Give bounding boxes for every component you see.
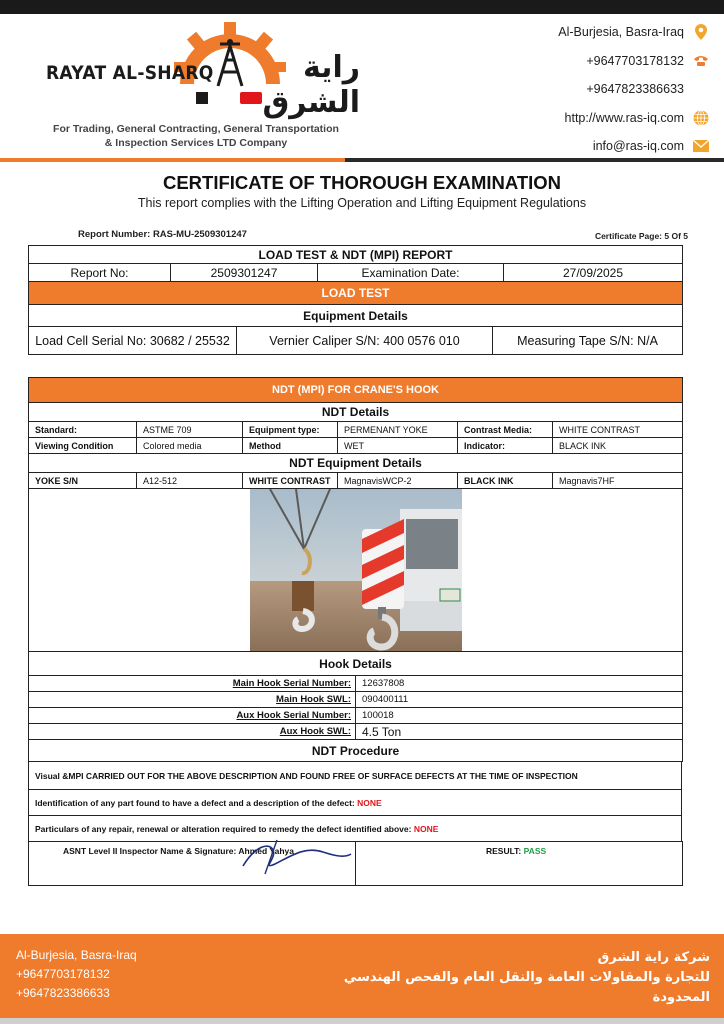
load-cell-serial: Load Cell Serial No: 30682 / 25532 [29, 327, 237, 355]
repair-particulars [29, 816, 682, 842]
inspector-signature-cell [29, 842, 356, 886]
contact-website[interactable] [558, 104, 710, 133]
contact-phone-1[interactable] [558, 47, 710, 76]
top-bar [0, 0, 724, 14]
ndt-procedure-title: NDT Procedure [29, 740, 683, 762]
result-label: RESULT: [486, 846, 522, 856]
ndt-details-title: NDT Details [29, 403, 683, 422]
email-link[interactable]: info@ras-iq.com [592, 139, 684, 154]
website-link[interactable]: http://www.ras-iq.com [564, 110, 684, 125]
standard-value: ASTME 709 [137, 422, 243, 438]
crane-hook-photo [250, 489, 462, 651]
yoke-sn-label: YOKE S/N [29, 473, 137, 489]
aux-hook-swl-label: Aux Hook SWL: [29, 724, 356, 740]
contact-email[interactable] [558, 132, 710, 161]
contrast-media-label: Contrast Media: [458, 422, 553, 438]
standard-label: Standard: [29, 422, 137, 438]
report-no-label: Report No: [29, 264, 171, 282]
signature-mark [235, 836, 355, 876]
repair-answer: NONE [413, 823, 439, 834]
footer-contact [16, 946, 137, 1003]
main-hook-swl-value: 090400111 [356, 692, 683, 708]
ndt-equipment-title: NDT Equipment Details [29, 454, 683, 473]
report-no-value: 2509301247 [171, 264, 318, 282]
footer-bottom-strip [0, 1018, 724, 1024]
result-cell [356, 842, 683, 886]
envelope-icon [692, 137, 710, 155]
tagline-line-2: & Inspection Services LTD Company [104, 137, 288, 149]
defect-identification [29, 790, 682, 816]
inspector-label: ASNT Level II Inspector Name & Signature: Ahmed Yahya [63, 846, 294, 856]
method-label: Method [243, 438, 338, 454]
phone2-text[interactable]: +9647823386633 [586, 82, 684, 97]
main-hook-serial-label: Main Hook Serial Number: [29, 676, 356, 692]
exam-date-value: 27/09/2025 [504, 264, 683, 282]
footer-company-arabic [344, 948, 710, 1008]
indicator-label: Indicator: [458, 438, 553, 454]
footer-address: Al-Burjesia, Basra-Iraq [16, 948, 137, 962]
contact-block [558, 18, 710, 161]
exam-date-label: Examination Date: [318, 264, 504, 282]
defect-answer: NONE [357, 797, 382, 808]
footer-phone-2[interactable]: +9647823386633 [16, 986, 110, 1000]
equipment-details-title: Equipment Details [29, 305, 683, 327]
footer-ar-line-3: المحدودة [652, 990, 710, 1005]
main-hook-swl-label: Main Hook SWL: [29, 692, 356, 708]
main-hook-serial-value: 12637808 [356, 676, 683, 692]
footer-phone-1[interactable]: +9647703178132 [16, 967, 110, 981]
white-contrast-value: MagnavisWCP-2 [338, 473, 458, 489]
blank-icon-slot [692, 80, 710, 98]
aux-hook-swl-value: 4.5 Ton [356, 724, 683, 740]
indicator-value: BLACK INK [553, 438, 683, 454]
result-value: PASS [523, 846, 547, 856]
viewing-condition-label: Viewing Condition [29, 438, 137, 454]
report-number: Report Number: RAS-MU-2509301247 [78, 229, 247, 240]
equipment-type-value: PERMENANT YOKE [338, 422, 458, 438]
header-divider-orange [0, 158, 345, 162]
viewing-condition-value: Colored media [137, 438, 243, 454]
white-contrast-label: WHITE CONTRAST [243, 473, 338, 489]
defect-question: Identification of any part found to have a defect and a description of the defect: [35, 797, 355, 808]
contact-phone-2[interactable] [558, 75, 710, 104]
logo-text-en: RAYAT AL-SHARQ [46, 62, 214, 84]
yoke-sn-value: A12-512 [137, 473, 243, 489]
tagline-line-1: For Trading, General Contracting, General Transportation [53, 123, 339, 135]
aux-hook-serial-label: Aux Hook Serial Number: [29, 708, 356, 724]
aux-hook-serial-value: 100018 [356, 708, 683, 724]
phone-icon [692, 52, 710, 70]
contact-address [558, 18, 710, 47]
load-test-table [28, 245, 682, 355]
phone1-text[interactable]: +9647703178132 [586, 53, 684, 68]
logo-text-ar: راية الشرق [262, 50, 360, 120]
address-text: Al-Burjesia, Basra-Iraq [558, 25, 684, 40]
globe-icon [692, 109, 710, 127]
footer [0, 934, 724, 1024]
black-ink-label: BLACK INK [458, 473, 553, 489]
measuring-tape-serial: Measuring Tape S/N: N/A [493, 327, 683, 355]
vernier-caliper-serial: Vernier Caliper S/N: 400 0576 010 [237, 327, 493, 355]
photo-cell [29, 489, 683, 652]
contrast-media-value: WHITE CONTRAST [553, 422, 683, 438]
ndt-table [28, 377, 682, 886]
company-tagline [46, 122, 346, 150]
page-title: CERTIFICATE OF THOROUGH EXAMINATION [162, 172, 562, 193]
equipment-type-label: Equipment type: [243, 422, 338, 438]
procedure-statement: Visual &MPI CARRIED OUT FOR THE ABOVE DESCRIPTION AND FOUND FREE OF SURFACE DEFECTS AT THE TIME OF INSPECTION [29, 762, 682, 790]
footer-ar-line-2: للتجارة والمقاولات العامة والنقل العام والفحص الهندسي [343, 970, 710, 985]
location-pin-icon [692, 23, 710, 41]
method-value: WET [338, 438, 458, 454]
footer-ar-line-1: شركة راية الشرق [597, 950, 710, 965]
certificate-page: Certificate Page: 5 Of 5 [594, 231, 688, 241]
ndt-section-header: NDT (MPI) FOR CRANE'S HOOK [29, 378, 683, 403]
report-title: LOAD TEST & NDT (MPI) REPORT [29, 246, 683, 264]
repair-question: Particulars of any repair, renewal or alteration required to remedy the defect identified above: [35, 823, 412, 834]
company-logo [40, 22, 360, 122]
header-divider-dark [345, 158, 724, 162]
hook-details-title: Hook Details [29, 652, 683, 676]
page-subtitle: This report complies with the Lifting Operation and Lifting Equipment Regulations [137, 196, 587, 210]
load-test-section-header: LOAD TEST [29, 282, 683, 305]
black-ink-value: Magnavis7HF [553, 473, 683, 489]
